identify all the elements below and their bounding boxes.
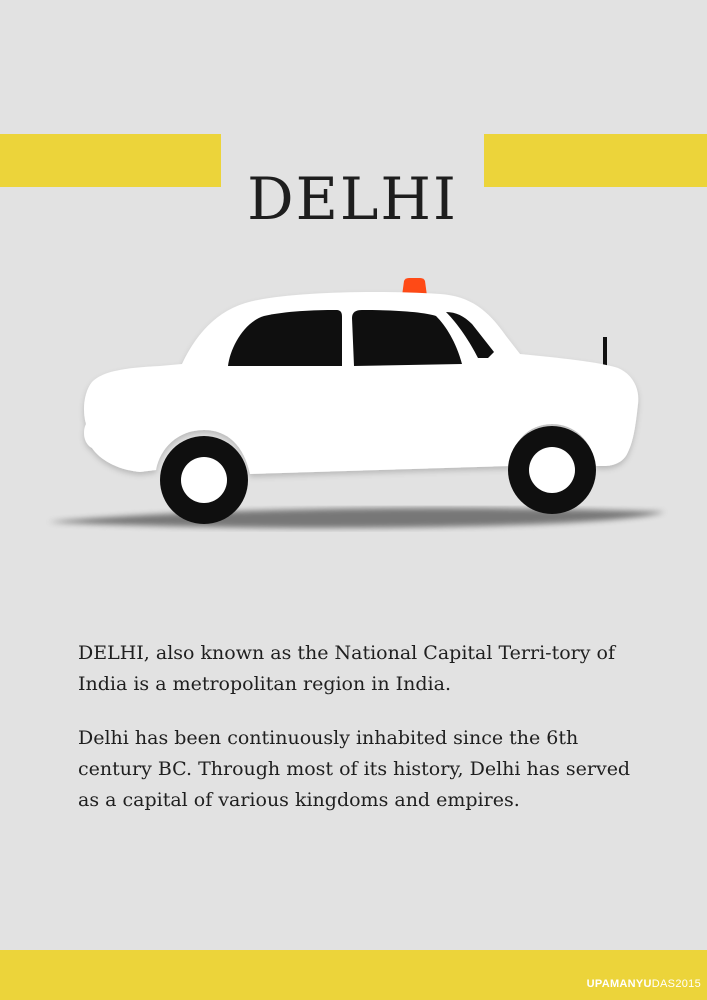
ground-shadow-icon <box>48 508 665 528</box>
page-title: DELHI <box>247 164 458 233</box>
footer-band <box>0 950 707 1000</box>
credit-last-name: DAS <box>651 978 676 990</box>
taxi-illustration <box>40 265 680 540</box>
rear-wheel-icon <box>160 436 248 524</box>
author-credit <box>587 978 701 990</box>
front-wheel-icon <box>508 426 596 514</box>
credit-year: 2015 <box>675 978 701 990</box>
description-paragraph: Delhi has been continuously inhabited since the 6th century BC. Through most of its history, Delhi has served as a capital of various kingdoms and empires. <box>78 727 631 811</box>
title-band-right <box>484 134 707 187</box>
title-band-left <box>0 134 221 187</box>
description-paragraph: DELHI, also known as the National Capital Terri-tory of India is a metropolitan region in India. <box>78 642 615 695</box>
credit-first-name: UPAMANYU <box>586 978 652 990</box>
description <box>78 638 648 839</box>
antenna-icon <box>603 337 607 367</box>
